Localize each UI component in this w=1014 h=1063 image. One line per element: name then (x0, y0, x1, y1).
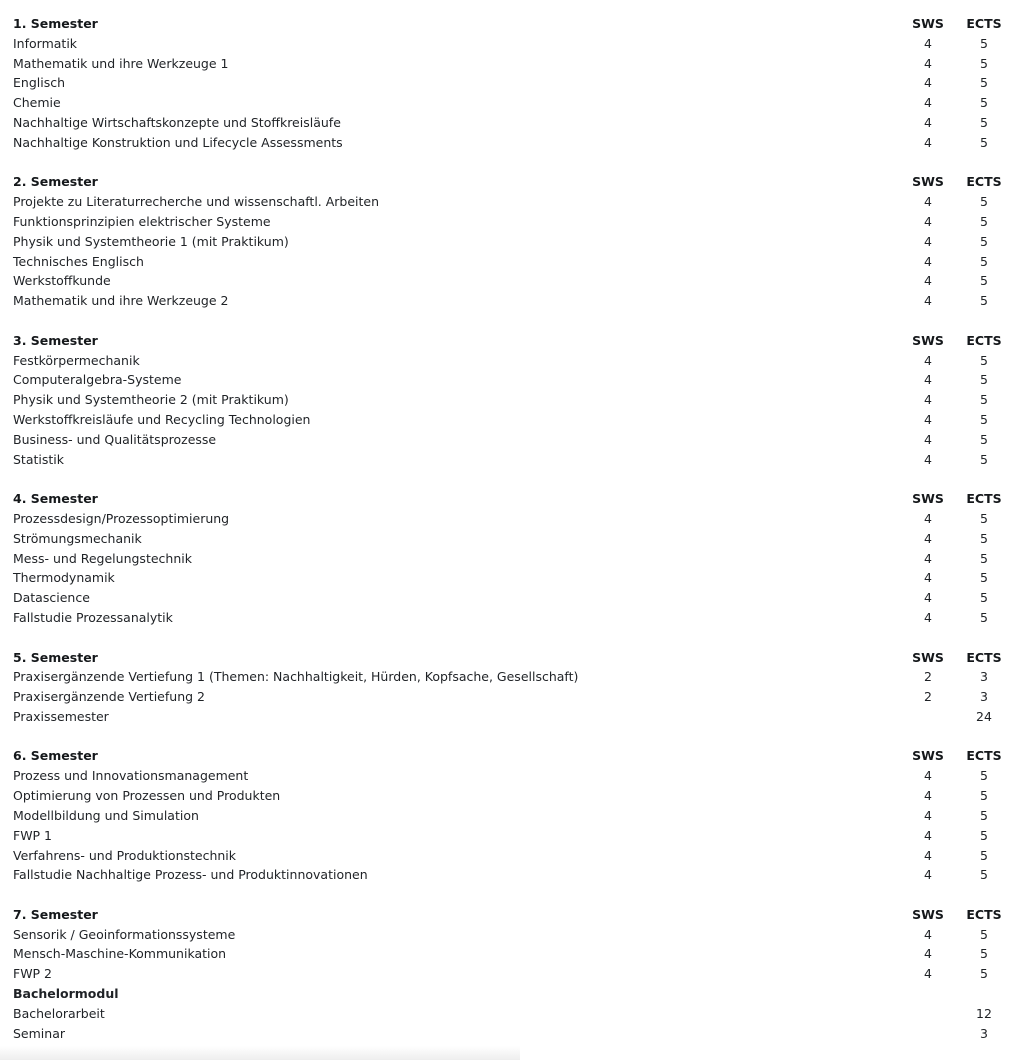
course-sws: 4 (924, 293, 932, 309)
course-row (13, 232, 1003, 252)
course-ects: 5 (980, 233, 988, 249)
course-name: Optimierung von Prozessen und Produkten (13, 788, 281, 804)
course-name: Computeralgebra-Systeme (13, 372, 182, 388)
course-row (13, 370, 1003, 390)
course-row (13, 707, 1003, 727)
course-ects: 5 (980, 412, 988, 427)
course-row (13, 846, 1003, 866)
course-ects: 5 (980, 570, 988, 586)
course-sws: 4 (924, 590, 932, 606)
course-sws: 4 (924, 273, 932, 289)
ects-column-header: ECTS (966, 332, 1002, 348)
ects-column-header: ECTS (966, 906, 1002, 922)
course-sws: 4 (924, 847, 932, 863)
course-row (13, 509, 1003, 529)
semester-header (13, 14, 1003, 34)
course-row (13, 410, 1003, 430)
course-row (13, 390, 1003, 410)
course-ects: 5 (980, 550, 988, 566)
semester-header (13, 648, 1003, 668)
course-ects: 5 (980, 788, 988, 804)
course-sws: 4 (924, 510, 932, 526)
course-name: Mathematik und ihre Werkzeuge 2 (13, 293, 229, 309)
course-ects: 5 (980, 75, 988, 91)
course-ects: 5 (980, 926, 988, 942)
course-ects: 24 (976, 708, 992, 724)
course-name: Nachhaltige Konstruktion und Lifecycle Assessments (13, 134, 343, 150)
course-row (13, 133, 1003, 153)
course-row (13, 944, 1003, 964)
course-sws: 4 (924, 550, 932, 566)
subsection-title: Bachelormodul (13, 986, 119, 1002)
course-name: Fallstudie Prozessanalytik (13, 610, 173, 625)
course-sws: 4 (924, 431, 932, 447)
course-ects: 5 (980, 510, 988, 526)
semester-header (13, 489, 1003, 509)
course-sws: 4 (924, 253, 932, 269)
course-name: Mess- und Regelungstechnik (13, 550, 192, 566)
semester-5 (13, 648, 1003, 727)
course-sws: 4 (924, 75, 932, 91)
course-sws: 4 (924, 194, 932, 210)
course-sws: 4 (924, 966, 932, 982)
course-sws: 4 (924, 570, 932, 586)
course-sws: 4 (924, 827, 932, 843)
semester-1 (13, 14, 1003, 153)
course-row (13, 766, 1003, 786)
course-row (13, 54, 1003, 74)
course-row (13, 865, 1003, 885)
course-name: Business- und Qualitätsprozesse (13, 431, 217, 447)
course-ects: 5 (980, 827, 988, 843)
sws-column-header: SWS (912, 174, 944, 190)
course-ects: 5 (980, 431, 988, 447)
course-sws: 4 (924, 392, 932, 408)
course-ects: 5 (980, 610, 988, 625)
course-name: Informatik (13, 35, 78, 51)
course-sws: 4 (924, 788, 932, 804)
course-name: Mensch-Maschine-Kommunikation (13, 946, 227, 962)
semester-3 (13, 331, 1003, 470)
course-name: Physik und Systemtheorie 1 (mit Praktikum) (13, 233, 289, 249)
course-ects: 5 (980, 35, 988, 51)
semester-title: 4. Semester (13, 491, 98, 507)
course-ects: 5 (980, 194, 988, 210)
course-ects: 5 (980, 530, 988, 546)
course-name: Praxissemester (13, 708, 109, 724)
course-sws: 2 (924, 689, 932, 705)
course-name: Verfahrens- und Produktionstechnik (13, 847, 237, 863)
course-ects: 5 (980, 768, 988, 784)
semester-title: 1. Semester (13, 16, 98, 31)
course-name: Festkörpermechanik (13, 352, 140, 368)
course-row (13, 786, 1003, 806)
course-ects: 5 (980, 352, 988, 368)
course-name: Technisches Englisch (13, 253, 144, 269)
course-ects: 5 (980, 55, 988, 71)
course-row (13, 430, 1003, 450)
course-row (13, 351, 1003, 371)
course-name: Modellbildung und Simulation (13, 807, 199, 823)
course-ects: 5 (980, 134, 988, 150)
course-row (13, 549, 1003, 569)
course-ects: 12 (976, 1005, 992, 1021)
course-row (13, 964, 1003, 984)
course-ects: 5 (980, 590, 988, 606)
course-name: Prozess und Innovationsmanagement (13, 768, 249, 784)
course-name: Chemie (13, 95, 61, 111)
course-row (13, 806, 1003, 826)
course-sws: 2 (924, 669, 932, 685)
course-sws: 4 (924, 214, 932, 229)
course-sws: 4 (924, 115, 932, 131)
course-sws: 4 (924, 530, 932, 546)
course-sws: 4 (924, 55, 932, 71)
course-row (13, 826, 1003, 846)
course-ects: 3 (980, 689, 988, 705)
ects-column-header: ECTS (966, 649, 1002, 665)
course-ects: 3 (980, 669, 988, 685)
sws-column-header: SWS (912, 748, 944, 764)
course-ects: 5 (980, 392, 988, 408)
course-sws: 4 (924, 35, 932, 51)
course-name: Prozessdesign/Prozessoptimierung (13, 510, 230, 526)
course-row (13, 192, 1003, 212)
ects-column-header: ECTS (966, 174, 1002, 190)
ects-column-header: ECTS (966, 748, 1002, 764)
course-row (13, 568, 1003, 588)
course-name: Werkstoffkunde (13, 273, 111, 289)
course-sws: 4 (924, 372, 932, 388)
course-sws: 4 (924, 233, 932, 249)
course-row (13, 291, 1003, 311)
course-name: Thermodynamik (13, 570, 115, 586)
course-sws: 4 (924, 610, 932, 625)
course-ects: 5 (980, 451, 988, 467)
ects-column-header: ECTS (966, 16, 1002, 31)
semester-header (13, 172, 1003, 192)
sws-column-header: SWS (912, 491, 944, 507)
course-name: Werkstoffkreisläufe und Recycling Technologien (13, 412, 311, 427)
course-name: Seminar (13, 1025, 65, 1041)
course-sws: 4 (924, 412, 932, 427)
semester-title: 2. Semester (13, 174, 98, 190)
course-name: Nachhaltige Wirtschaftskonzepte und Stoffkreisläufe (13, 115, 341, 131)
bachelor-module-header (13, 984, 1003, 1004)
course-ects: 5 (980, 293, 988, 309)
course-row (13, 667, 1003, 687)
course-row (13, 93, 1003, 113)
ects-column-header: ECTS (966, 491, 1002, 507)
course-name: Projekte zu Literaturrecherche und wissenschaftl. Arbeiten (13, 194, 380, 210)
course-ects: 5 (980, 807, 988, 823)
course-row (13, 73, 1003, 93)
course-row (13, 252, 1003, 272)
course-sws: 4 (924, 807, 932, 823)
sws-column-header: SWS (912, 332, 944, 348)
course-sws: 4 (924, 867, 932, 883)
course-row (13, 113, 1003, 133)
course-ects: 5 (980, 253, 988, 269)
sws-column-header: SWS (912, 906, 944, 922)
semester-header (13, 331, 1003, 351)
course-name: Praxisergänzende Vertiefung 1 (Themen: Nachhaltigkeit, Hürden, Kopfsache, Gesellschaft) (13, 669, 579, 685)
semester-title: 3. Semester (13, 332, 98, 348)
course-sws: 4 (924, 352, 932, 368)
course-row (13, 687, 1003, 707)
course-name: Bachelorarbeit (13, 1005, 105, 1021)
course-name: Statistik (13, 451, 64, 467)
course-name: Praxisergänzende Vertiefung 2 (13, 689, 205, 705)
course-ects: 5 (980, 95, 988, 111)
course-ects: 5 (980, 867, 988, 883)
semester-7 (13, 905, 1003, 1044)
course-ects: 5 (980, 273, 988, 289)
sws-column-header: SWS (912, 649, 944, 665)
course-row (13, 608, 1003, 628)
semester-6 (13, 746, 1003, 885)
course-name: Strömungsmechanik (13, 530, 142, 546)
course-name: Datascience (13, 590, 90, 606)
course-row (13, 588, 1003, 608)
course-row (13, 529, 1003, 549)
course-row (13, 212, 1003, 232)
course-name: Mathematik und ihre Werkzeuge 1 (13, 55, 229, 71)
course-sws: 4 (924, 451, 932, 467)
course-row (13, 1004, 1003, 1024)
course-name: Sensorik / Geoinformationssysteme (13, 926, 236, 942)
course-name: FWP 2 (13, 966, 53, 982)
semester-header (13, 746, 1003, 766)
semester-2 (13, 172, 1003, 311)
course-ects: 5 (980, 372, 988, 388)
semester-title: 5. Semester (13, 649, 98, 665)
course-name: FWP 1 (13, 827, 53, 843)
course-ects: 5 (980, 214, 988, 229)
course-name: Funktionsprinzipien elektrischer Systeme (13, 214, 271, 229)
course-sws: 4 (924, 926, 932, 942)
course-ects: 5 (980, 946, 988, 962)
course-ects: 3 (980, 1025, 988, 1041)
course-sws: 4 (924, 134, 932, 150)
sws-column-header: SWS (912, 16, 944, 31)
semester-header (13, 905, 1003, 925)
course-row (13, 271, 1003, 291)
course-ects: 5 (980, 115, 988, 131)
course-name: Physik und Systemtheorie 2 (mit Praktikum) (13, 392, 289, 408)
course-name: Englisch (13, 75, 66, 91)
course-ects: 5 (980, 966, 988, 982)
course-sws: 4 (924, 768, 932, 784)
course-name: Fallstudie Nachhaltige Prozess- und Produktinnovationen (13, 867, 368, 883)
semester-4 (13, 489, 1003, 628)
course-sws: 4 (924, 95, 932, 111)
course-sws: 4 (924, 946, 932, 962)
course-row (13, 34, 1003, 54)
course-row (13, 450, 1003, 470)
course-row (13, 925, 1003, 945)
semester-title: 7. Semester (13, 906, 98, 922)
curriculum-table (13, 14, 1003, 1063)
course-row (13, 1024, 1003, 1044)
semester-title: 6. Semester (13, 748, 98, 764)
course-ects: 5 (980, 847, 988, 863)
